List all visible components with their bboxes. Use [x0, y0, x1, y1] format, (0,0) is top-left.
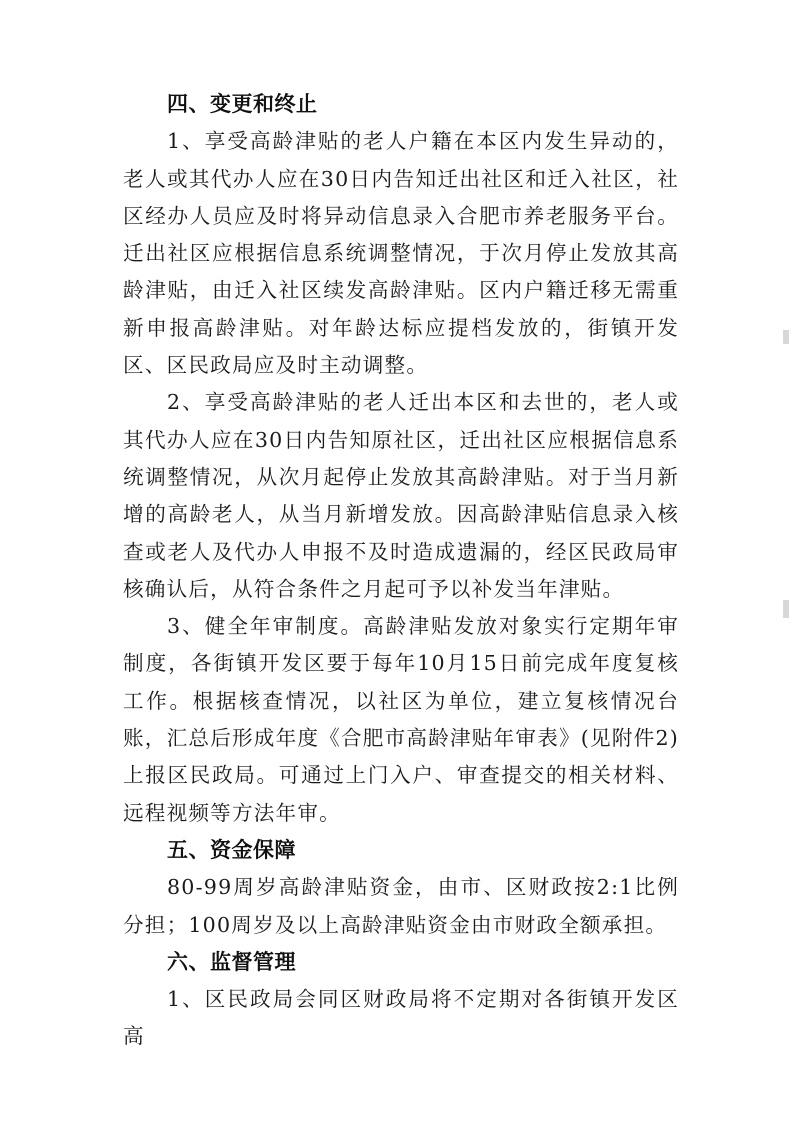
paragraph-funding-share: 80-99周岁高龄津贴资金，由市、区财政按2:1比例分担；100周岁及以上高龄津贴资金由市财政全额承担。: [123, 875, 679, 937]
paragraph-household-change: 1、享受高龄津贴的老人户籍在本区内发生异动的，老人或其代办人应在30日内告知迁出社区和迁入社区，社区经办人员应及时将异动信息录入合肥市养老服务平台。迁出社区应根据信息系统调整情况，于次月停止发放其高龄津贴，由迁入社区续发高龄津贴。区内户籍迁移无需重新申报高龄津贴。对年龄达标应提档发放的，街镇开发区、区民政局应及时主动调整。: [123, 129, 679, 378]
section-heading-funding: 五、资金保障: [167, 837, 296, 862]
document-body: [123, 86, 679, 1056]
paragraph-supervision: 1、区民政局会同区财政局将不定期对各街镇开发区高: [123, 987, 679, 1049]
scan-edge-mark: [783, 600, 789, 618]
paragraph-annual-review: 3、健全年审制度。高龄津贴发放对象实行定期年审制度，各街镇开发区要于每年10月15日前完成年度复核工作。根据核查情况，以社区为单位，建立复核情况台账，汇总后形成年度《合肥市高龄津贴年审表》(见附件2)上报区民政局。可通过上门入户、审查提交的相关材料、远程视频等方法年审。: [123, 614, 679, 825]
paragraph-moveout-death: 2、享受高龄津贴的老人迁出本区和去世的，老人或其代办人应在30日内告知原社区，迁出社区应根据信息系统调整情况，从次月起停止发放其高龄津贴。对于当月新增的高龄老人，从当月新增发放。因高龄津贴信息录入核查或老人及代办人申报不及时造成遗漏的，经区民政局审核确认后，从符合条件之月起可予以补发当年津贴。: [123, 390, 679, 601]
scan-edge-mark: [783, 330, 789, 344]
section-heading-supervision: 六、监督管理: [167, 949, 296, 974]
section-heading-change-termination: 四、变更和终止: [167, 92, 318, 116]
